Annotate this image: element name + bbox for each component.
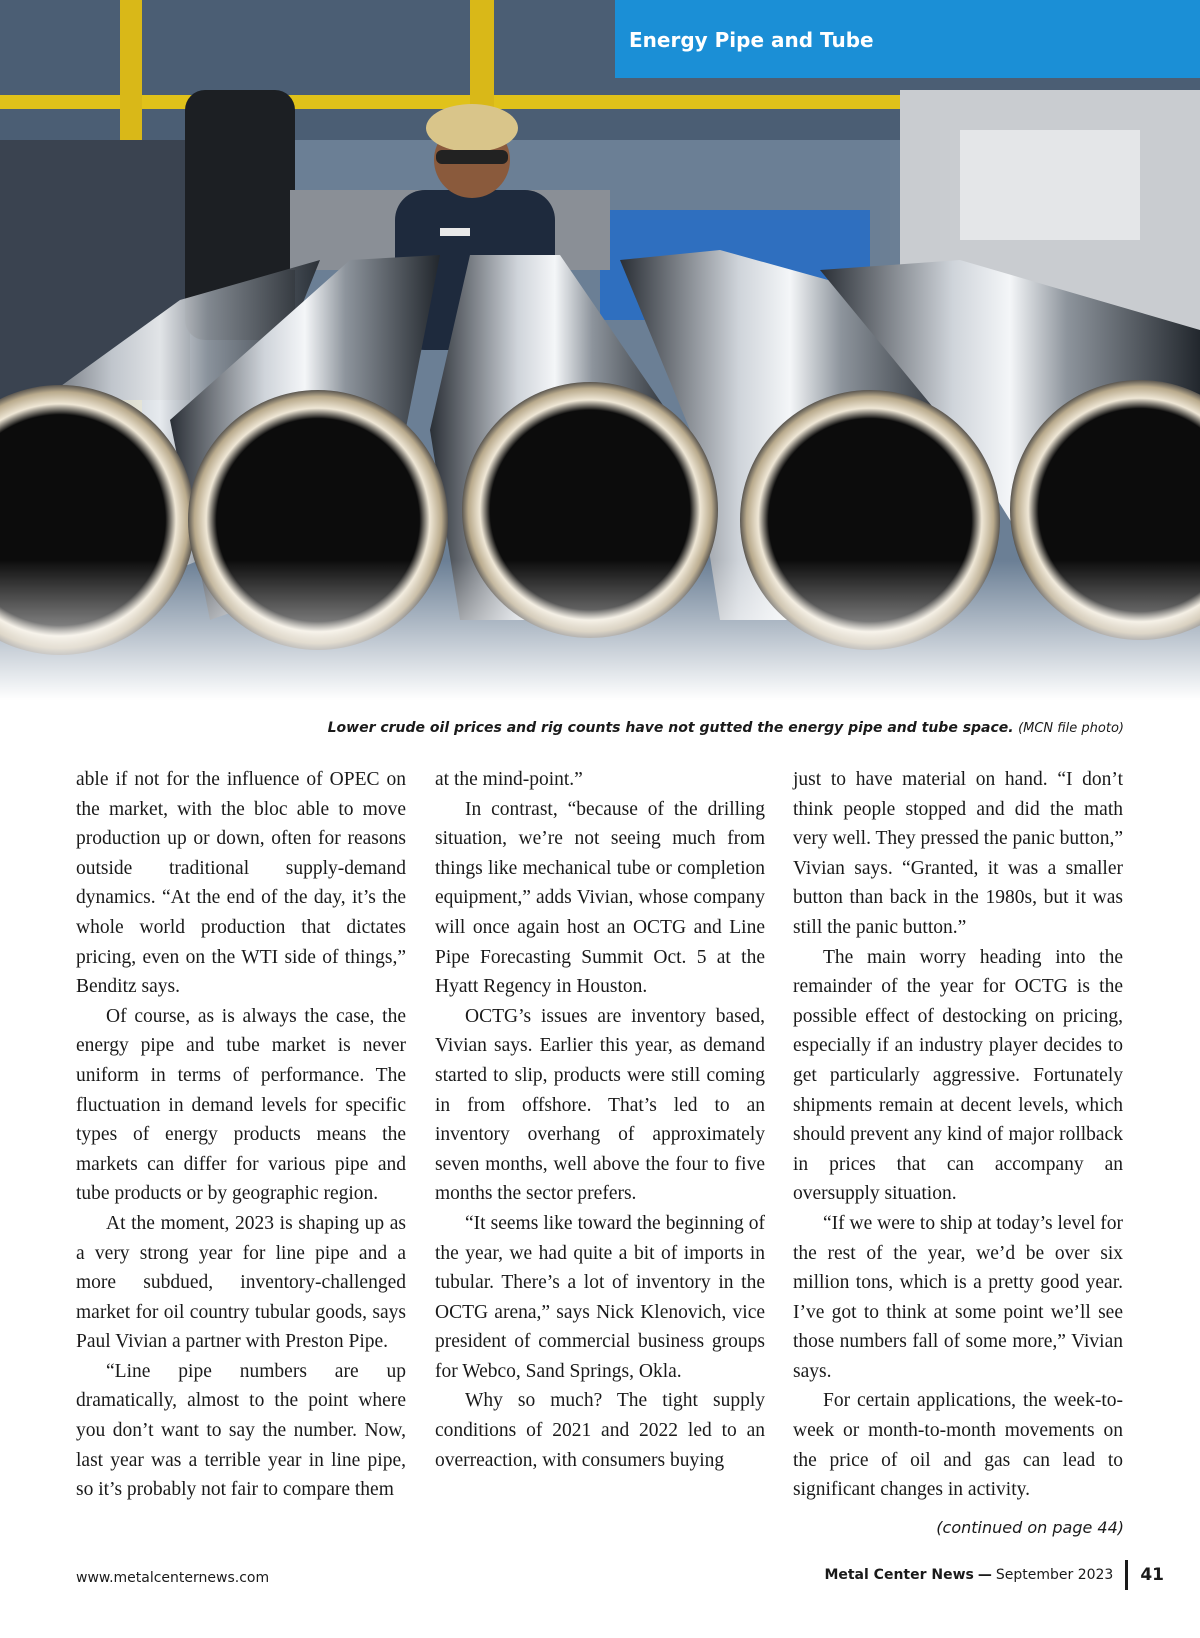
paragraph: Of course, as is always the case, the energy pipe and tube market is never uniform in terms of performance. The fluctuation in demand levels for specific types of energy products means the markets can differ for various pipe and tube products or by geographic region. xyxy=(76,1005,406,1205)
article-column-3 xyxy=(793,765,1123,1505)
paragraph: “Line pipe numbers are up dramatically, almost to the point where you don’t want to say the number. Now, last year was a terrible year in line pipe, so it’s probably not fair to compare them xyxy=(76,1360,406,1501)
section-label: Energy Pipe and Tube xyxy=(615,0,1200,78)
paragraph: In contrast, “because of the drilling situation, we’re not seeing much from things like mechanical tube or completion equipment,” adds Vivian, whose company will once again host an OCTG and Line Pipe Forecasting Summit Oct. 5 at the Hyatt Regency in Houston. xyxy=(435,798,765,998)
article-column-1 xyxy=(76,765,406,1505)
paragraph: At the moment, 2023 is shaping up as a very strong year for line pipe and a more subdued, inventory-challenged market for oil country tubular goods, says Paul Vivian a partner with Preston Pipe. xyxy=(76,1212,406,1353)
paragraph: The main worry heading into the remainder of the year for OCTG is the possible effect of destocking on pricing, especially if an industry player decides to get particularly aggressive. Fortunately shipments remain at decent levels, which should prevent any kind of major rollback in prices that can accompany an oversupply situation. xyxy=(793,946,1123,1205)
hero-photo xyxy=(0,0,1200,700)
paragraph: Why so much? The tight supply conditions of 2021 and 2022 led to an overreaction, with consumers buying xyxy=(435,1390,765,1471)
paragraph: at the mind-point.” xyxy=(435,769,583,790)
footer-website: www.metalcenternews.com xyxy=(76,1570,270,1586)
footer-folio xyxy=(824,1558,1164,1592)
paragraph: just to have material on hand. “I don’t think people stopped and did the math very well. They pressed the panic button,” Vivian says. “Granted, it was a smaller button than back in the 1980s, but it was still the panic button.” xyxy=(793,769,1123,938)
paragraph: able if not for the influence of OPEC on the market, with the bloc able to move production up or down, often for reasons outside traditional supply-demand dynamics. “At the end of the day, it’s the whole world production that dictates pricing, even on the WTI side of things,” Benditz says. xyxy=(76,769,406,998)
caption-credit: (MCN file photo) xyxy=(1018,721,1124,736)
folio-divider xyxy=(1125,1560,1128,1590)
publication-name: Metal Center News xyxy=(824,1567,974,1583)
continued-note: (continued on page 44) xyxy=(936,1518,1124,1537)
article-column-2 xyxy=(435,765,765,1475)
page-number: 41 xyxy=(1140,1565,1164,1585)
paragraph: “It seems like toward the beginning of the year, we had quite a bit of imports in tubular. There’s a lot of inventory in the OCTG arena,” says Nick Klenovich, vice president of commercial business groups for Webco, Sand Springs, Okla. xyxy=(435,1212,765,1382)
paragraph: “If we were to ship at today’s level for the rest of the year, we’d be over six million tons, which is a pretty good year. I’ve got to think at some point we’ll see those numbers fall of some more,” Vivian says. xyxy=(793,1212,1123,1382)
paragraph: For certain applications, the week-to-week or month-to-month movements on the price of oil and gas can lead to significant changes in activity. xyxy=(793,1390,1123,1501)
paragraph: OCTG’s issues are inventory based, Vivian says. Earlier this year, as demand started to slip, products were still coming in from offshore. That’s led to an inventory overhang of approximately seven months, well above the four to five months the sector prefers. xyxy=(435,1005,765,1205)
folio-dash: — xyxy=(977,1567,992,1583)
photo-caption xyxy=(328,720,1124,736)
caption-text: Lower crude oil prices and rig counts have not gutted the energy pipe and tube space. xyxy=(327,720,1014,736)
issue-date: September 2023 xyxy=(995,1567,1114,1583)
pipes-illustration xyxy=(0,0,1200,700)
